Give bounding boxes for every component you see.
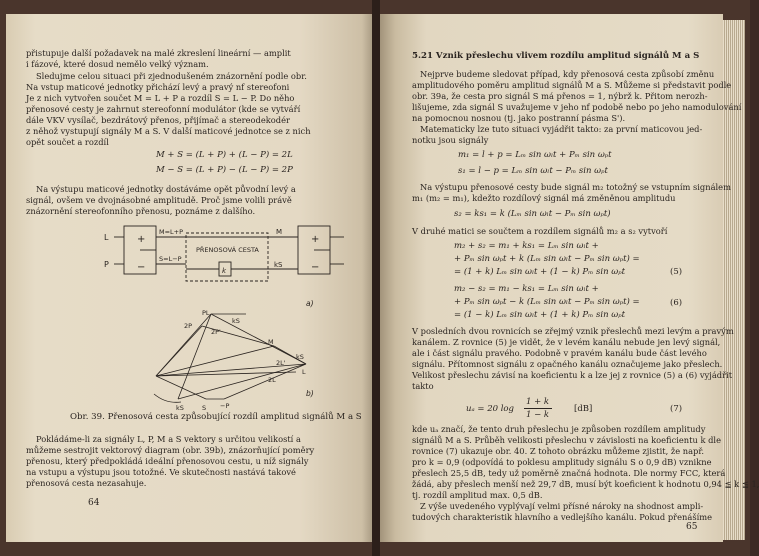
vec-kS-top: kS bbox=[232, 317, 240, 325]
transmission-path-box bbox=[186, 233, 268, 281]
equation: + Pₘ sin ωₚt + k (Lₘ sin ωₗt − Pₘ sin ωₚt) = bbox=[454, 254, 640, 264]
text-line: přenosová cesta nezasahuje. bbox=[26, 478, 147, 488]
fraction-bar bbox=[524, 408, 552, 409]
text-line: přenosové cesty je zahrnut stereofonní modulátor (kde se vytváří bbox=[26, 104, 301, 114]
vec-kS-right: kS bbox=[296, 353, 304, 361]
text-line: Nejprve budeme sledovat případ, kdy přenosová cesta způsobí změnu bbox=[420, 69, 715, 79]
mid-kS-label: kS bbox=[274, 261, 283, 269]
figure-b-label: b) bbox=[306, 389, 314, 398]
text-line: žádá, aby přeslech menší než 29,7 dB, musí být koeficient k hodnotu 0,94 ≦ k ≦ 1, bbox=[412, 479, 759, 489]
text-line: Je z nich vytvořen součet M = L + P a rozdíl S = L − P. Do něho bbox=[26, 93, 295, 103]
minus-sign-2: − bbox=[311, 262, 320, 273]
plus-sign-2: + bbox=[311, 234, 320, 245]
text-line: z něhož vystupují signály M a S. V další maticové jednotce se z nich bbox=[26, 126, 311, 136]
plus-sign: + bbox=[137, 234, 146, 245]
mid-M-label: M bbox=[276, 228, 283, 236]
vec-kS-bottom: kS bbox=[176, 404, 184, 412]
text-line: notku jsou signály bbox=[412, 135, 489, 145]
text-line: přeslech 25,5 dB, tedy už poměrně značná hodnota. Dle normy FCC, která bbox=[412, 468, 726, 478]
equation-number: (6) bbox=[670, 298, 683, 308]
text-line: ale i část signálu pravého. Podobně v pravém kanálu bude část levého bbox=[412, 348, 707, 358]
text-line: obr. 39a, že cesta pro signál S má přenos = 1, nýbrž k. Přitom nerozh- bbox=[412, 91, 708, 101]
page-edges bbox=[723, 20, 745, 540]
equation-number: (5) bbox=[670, 267, 683, 277]
page-number-left: 64 bbox=[88, 498, 100, 508]
equation: = (1 − k) Lₘ sin ωₗt + (1 + k) Pₘ sin ωₚt bbox=[454, 310, 626, 320]
text-line: takto bbox=[412, 381, 434, 391]
input-P-label: P bbox=[104, 260, 109, 269]
minus-sign: − bbox=[137, 262, 146, 273]
vec-L: L bbox=[302, 368, 306, 376]
unit-label: [dB] bbox=[574, 404, 593, 414]
text-line: kde uₐ značí, že tento druh přeslechu je způsoben rozdílem amplitudy bbox=[412, 424, 706, 434]
vec-2L-prime: 2L' bbox=[276, 359, 286, 367]
fraction-numerator: 1 + k bbox=[526, 397, 550, 407]
equation: M + S = (L + P) + (L − P) = 2L bbox=[156, 150, 293, 160]
text-line: Sledujme celou situaci při zjednodušeném znázornění podle obr. bbox=[36, 71, 307, 81]
vec-2P-prime: 2P' bbox=[211, 328, 221, 336]
text-line: Matematicky lze tuto situaci vyjádřit takto: za první maticovou jed- bbox=[420, 124, 703, 134]
vec-minus-P: −P bbox=[220, 402, 230, 410]
text-line: signál, ovšem ve dvojnásobné amplitudě. Proč jsme volili právě bbox=[26, 195, 292, 205]
vec-S: S bbox=[202, 404, 207, 412]
text-line: rovnice (7) ukazuje obr. 40. Z tohoto obrázku můžeme zjistit, že např. bbox=[412, 446, 705, 456]
k-label: k bbox=[222, 267, 227, 275]
text-line: signálů M a S. Průběh velikosti přeslechu v závislosti na koeficientu k dle bbox=[412, 435, 721, 445]
text-line: Velikost přeslechu závisí na koeficientu k a lze jej z rovnice (5) a (6) vyjádřit bbox=[412, 370, 733, 380]
section-heading: 5.21 Vznik přeslechu vlivem rozdílu amplitud signálů M a S bbox=[412, 51, 700, 61]
figure-a-label: a) bbox=[306, 299, 314, 308]
equation: m₂ − s₂ = m₁ − ks₁ = Lₘ sin ωₗt + bbox=[454, 284, 599, 294]
vec-M: M bbox=[268, 338, 274, 346]
text-line: kanálem. Z rovnice (5) je vidět, že v levém kanálu nebude jen levý signál, bbox=[412, 337, 721, 347]
sum-label: M=L+P bbox=[159, 228, 184, 236]
text-line: můžeme sestrojit vektorový diagram (obr. 39b), znázorňující poměry bbox=[26, 445, 315, 455]
left-page bbox=[6, 14, 373, 542]
text-line: přistupuje další požadavek na malé zkreslení lineární — amplit bbox=[26, 48, 291, 58]
vec-2P: 2P bbox=[184, 322, 193, 330]
text-line: Na výstupu přenosové cesty bude signál m₂ totožný se vstupním signálem bbox=[420, 182, 731, 192]
text-line: tudových charakteristik hlavního a vedlejšího kanálu. Pokud přenášíme bbox=[412, 512, 713, 522]
transmission-path-label: PŘENOSOVÁ CESTA bbox=[196, 246, 259, 254]
text-line: Na výstupu maticové jednotky dostáváme opět původní levý a bbox=[36, 184, 296, 194]
text-line: opět součet a rozdíl bbox=[26, 137, 109, 147]
text-line: V posledních dvou rovnicích se zřejmý vznik přeslechů mezi levým a pravým bbox=[412, 326, 734, 336]
text-line: znázornění stereofonního přenosu, poznáme z dalšího. bbox=[26, 206, 256, 216]
text-line: přenosu, který předpokládá ideální přenosovou cestu, u níž signály bbox=[26, 456, 309, 466]
text-line: dále VKV vysílač, bezdrátový přenos, přijímač a stereodekodér bbox=[26, 115, 290, 125]
equation: + Pₘ sin ωₚt − k (Lₘ sin ωₗt − Pₘ sin ωₚt) = bbox=[454, 297, 640, 307]
text-line: Pokládáme-li za signály L, P, M a S vektory s určitou velikostí a bbox=[36, 434, 301, 444]
text-line: V druhé matici se součtem a rozdílem signálů m₂ a s₂ vytvoří bbox=[412, 226, 668, 236]
equation: m₁ = l + p = Lₘ sin ωₗt + Pₘ sin ωₚt bbox=[458, 150, 612, 160]
text-line: tj. rozdíl amplitud max. 0,5 dB. bbox=[412, 490, 543, 500]
right-page bbox=[378, 14, 759, 542]
text-line: Z výše uvedeného vyplývají velmi přísné nároky na shodnost ampli- bbox=[420, 501, 704, 511]
text-line: Na vstup maticové jednotky přichází levý a pravý nf stereofoni bbox=[26, 82, 290, 92]
equation: m₂ + s₂ = m₁ + ks₁ = Lₘ sin ωₗt + bbox=[454, 241, 599, 251]
equation: s₂ = ks₁ = k (Lₘ sin ωₗt − Pₘ sin ωₚt) bbox=[454, 209, 611, 219]
book-gutter bbox=[372, 0, 380, 556]
text-line: amplitudového poměru amplitud signálů M a S. Můžeme si představit podle bbox=[412, 80, 732, 90]
equation-number: (7) bbox=[670, 404, 683, 414]
text-line: signálu. Přítomnost signálu z opačného kanálu označujeme jako přeslech. bbox=[412, 359, 723, 369]
input-L-label: L bbox=[104, 233, 109, 242]
fraction-denominator: 1 − k bbox=[526, 410, 550, 420]
text-line: pro k = 0,9 (odpovídá to poklesu amplitudy signálu S o 0,9 dB) vznikne bbox=[412, 457, 712, 467]
diff-label: S=L−P bbox=[159, 255, 182, 263]
text-line: na pomocnou nosnou (tj. jako postranní pásma S'). bbox=[412, 113, 626, 123]
text-line: i fázové, které dosud nemělo velký význam. bbox=[26, 59, 209, 69]
text-line: lišujeme, zda signál S uvažujeme v jeho nf podobě nebo po jeho namodulování bbox=[412, 102, 742, 112]
vec-PL: PL bbox=[202, 309, 210, 317]
equation: = (1 + k) Lₘ sin ωₗt + (1 − k) Pₘ sin ωₚt bbox=[454, 267, 626, 277]
equation: s₁ = l − p = Lₘ sin ωₗt − Pₘ sin ωₚt bbox=[458, 166, 608, 176]
equation: M − S = (L + P) − (L − P) = 2P bbox=[156, 165, 293, 175]
figure-caption: Obr. 39. Přenosová cesta způsobující rozdíl amplitud signálů M a S bbox=[70, 412, 362, 422]
text-line: na vstupu a výstupu jsou totožné. Ve skutečnosti nastává takové bbox=[26, 467, 296, 477]
text-line: m₁ (m₂ = m₁), kdežto rozdílový signál má změněnou amplitudu bbox=[412, 193, 676, 203]
equation: uₐ = 20 log bbox=[466, 404, 514, 414]
vec-2L: 2L bbox=[268, 376, 276, 384]
page-number-right: 65 bbox=[686, 522, 698, 532]
